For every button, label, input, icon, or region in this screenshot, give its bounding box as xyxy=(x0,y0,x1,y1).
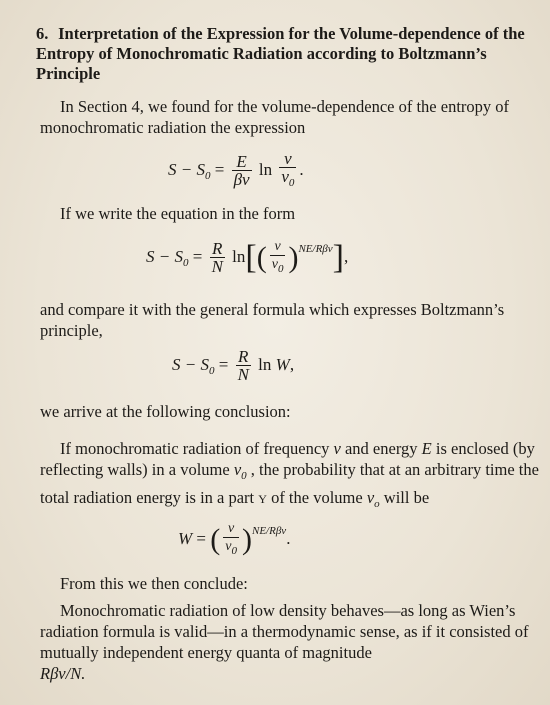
eq2-num2: v xyxy=(270,238,286,256)
p7-magnitude: Rβν/N. xyxy=(40,664,86,683)
eq1-ln: ln xyxy=(258,159,273,179)
eq3-lhs-sub: 0 xyxy=(208,364,215,377)
p5-part: Y xyxy=(258,492,267,506)
eq4-fraction-volume xyxy=(223,520,239,560)
paragraph-intro: In Section 4, we found for the volume-dependence of the entropy of monochromatic radiation the expression xyxy=(40,97,510,137)
eq1-den2-sub: 0 xyxy=(288,177,295,189)
eq2-den2-sub: 0 xyxy=(277,263,284,275)
equation-entropy-volume xyxy=(168,150,304,192)
eq1-num2: v xyxy=(279,150,296,168)
paragraph-form: If we write the equation in the form xyxy=(60,204,296,223)
eq3-lhs: S − S xyxy=(172,354,209,374)
p7-text: Monochromatic radiation of low density behaves—as long as Wien’s radiation formula is valid—in a thermodynamic sense, as if it consisted of mutually independent energy quanta of magnitude xyxy=(40,601,529,662)
eq3-ln: ln xyxy=(258,354,272,374)
equation-entropy-log-form: $S - S_0$ = $\frac{R}{N}$ ln[( $\frac{v}{v_0}$ )$^{NE/R\beta\nu}$], xyxy=(146,239,349,276)
eq3-fraction xyxy=(236,348,251,384)
paragraph-then-conclude: From this we then conclude: xyxy=(60,574,248,593)
eq3-end: , xyxy=(289,354,295,374)
eq4-den2-sub: 0 xyxy=(231,545,237,557)
p5-text-f: will be xyxy=(379,488,430,507)
eq1-equals: = xyxy=(214,159,225,179)
eq2-equals: = xyxy=(192,246,203,266)
p5-text-b: and energy xyxy=(340,439,422,458)
eq1-den: βν xyxy=(233,170,250,189)
eq3-w: W xyxy=(275,354,290,374)
section-title: Interpretation of the Expression for the Volume-dependence of the Entropy of Monochromatic Radiation according to Boltzmann’s Principle xyxy=(36,24,525,83)
eq1-num: E xyxy=(232,153,252,171)
paragraph-compare: and compare it with the general formula which expresses Boltzmann’s principle, xyxy=(40,300,505,340)
eq2-lhs: S − S xyxy=(146,246,183,266)
p5-text-c: is enclosed (by reflecting walls) in a volume xyxy=(40,439,535,479)
p5-volume-b-sub: o xyxy=(374,498,380,510)
eq2-den: N xyxy=(211,257,223,276)
paragraph-probability xyxy=(40,438,540,515)
p5-text-e: of the volume xyxy=(266,488,367,507)
p5-volume: v xyxy=(233,460,242,479)
paragraph-energy-quanta xyxy=(40,600,540,684)
section-number: 6. xyxy=(36,24,49,43)
p5-nu: ν xyxy=(333,439,341,458)
eq2-end: , xyxy=(343,246,349,266)
equation-probability: W = ( $\frac{v}{v_0}$ )$^{NE/R\beta\nu}$. xyxy=(178,520,290,560)
eq2-den2: v xyxy=(271,257,278,272)
eq1-fraction xyxy=(232,153,252,189)
eq4-end: . xyxy=(286,528,291,548)
eq1-lhs-sub: 0 xyxy=(204,169,211,182)
eq4-exponent: NE/Rβν xyxy=(251,524,287,537)
equation-boltzmann xyxy=(172,348,294,384)
eq4-equals: = xyxy=(196,528,207,548)
eq3-den: N xyxy=(237,365,249,384)
p5-text-d: , the probability that at an arbitrary time the total radiation energy is in a part xyxy=(40,460,539,507)
eq3-equals: = xyxy=(218,354,229,374)
p5-energy: E xyxy=(421,439,432,458)
eq1-den2: v xyxy=(281,167,289,186)
eq2-fraction xyxy=(210,240,225,276)
p5-volume-sub: 0 xyxy=(241,470,247,482)
eq3-num: R xyxy=(236,348,251,366)
eq1-lhs: S − S xyxy=(168,159,205,179)
section-heading xyxy=(36,24,536,84)
eq2-ln: ln xyxy=(232,246,246,266)
eq4-den2: v xyxy=(225,539,232,554)
eq4-num2: v xyxy=(223,520,239,538)
eq1-end: . xyxy=(299,159,304,179)
eq2-fraction-volume xyxy=(270,238,286,278)
paragraph-conclusion-intro: we arrive at the following conclusion: xyxy=(40,402,291,421)
eq2-num: R xyxy=(210,240,225,258)
p5-text-a: If monochromatic radiation of frequency xyxy=(60,439,334,458)
p5-volume-b: v xyxy=(366,488,375,507)
eq1-fraction-volume xyxy=(279,150,296,192)
eq2-exponent: NE/Rβν xyxy=(298,242,333,255)
eq4-lhs: W xyxy=(178,528,193,548)
eq2-lhs-sub: 0 xyxy=(182,256,189,269)
